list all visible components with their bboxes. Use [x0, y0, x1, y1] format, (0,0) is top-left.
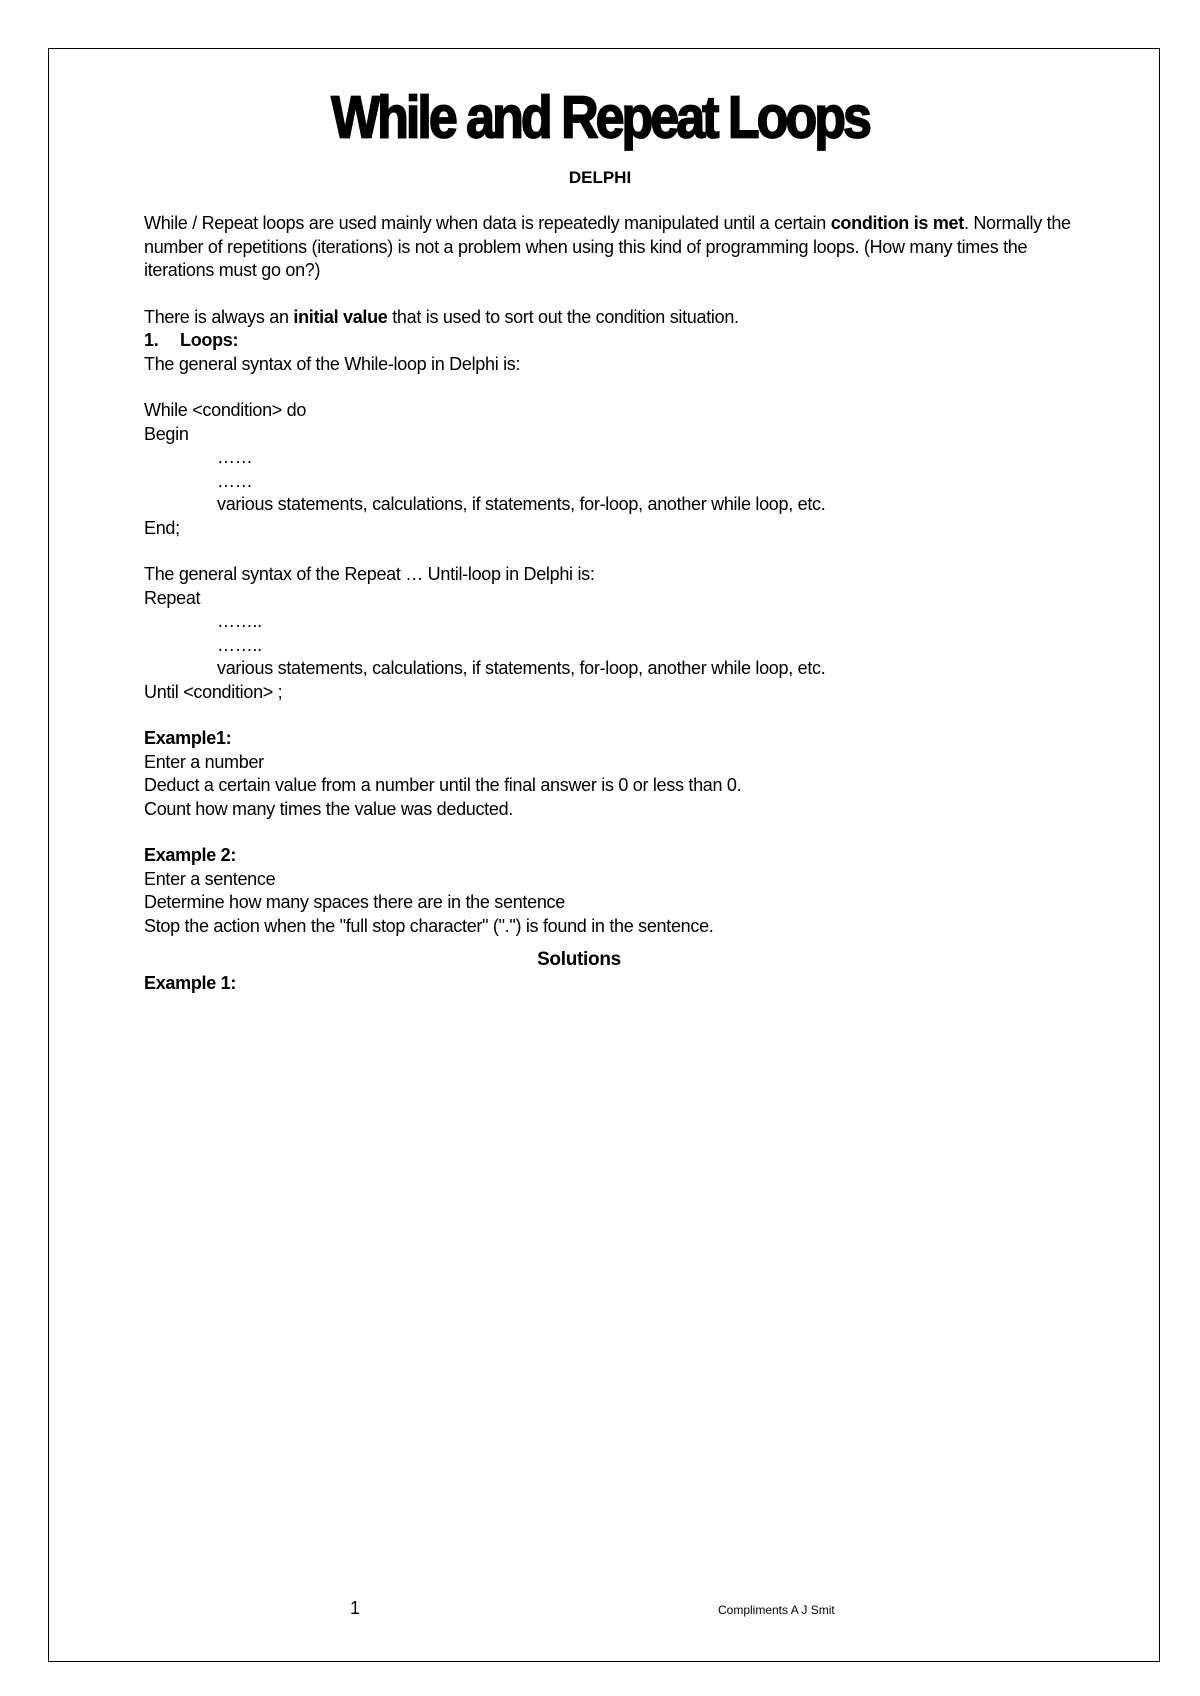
intro-paragraph: While / Repeat loops are used mainly when data is repeatedly manipulated until a certain condition is met. Normally the number of repetitions (iterations) is not a problem when using this kind of programming loops. (How many times the iterations must go on?) [144, 213, 1071, 280]
while-begin-line: Begin [144, 423, 189, 444]
page-subtitle: DELPHI [568, 168, 632, 187]
repeat-line: Repeat [144, 587, 201, 608]
while-syntax-intro: The general syntax of the While-loop in Delphi is: [144, 353, 521, 374]
solutions-example1-heading: Example 1: [144, 972, 237, 993]
example2-heading: Example 2: [144, 845, 237, 865]
while-statements-line: various statements, calculations, if statements, for-loop, another while loop, etc. [217, 494, 826, 514]
example1-line: Deduct a certain value from a number until the final answer is 0 or less than 0. [144, 775, 742, 795]
repeat-syntax-intro: The general syntax of the Repeat … Until-loop in Delphi is: [144, 564, 595, 584]
initial-value-paragraph: There is always an initial value that is used to sort out the condition situation. [144, 306, 739, 327]
example2-line: Determine how many spaces there are in the sentence [144, 892, 565, 912]
while-syntax-line: While <condition> do [144, 400, 307, 420]
loops-heading: 1. Loops: [144, 330, 239, 350]
footer-credit: Compliments A J Smit [718, 1603, 835, 1617]
example2-line: Stop the action when the "full stop character" (".") is found in the sentence. [144, 915, 714, 936]
repeat-statements-line: various statements, calculations, if statements, for-loop, another while loop, etc. [217, 658, 826, 678]
while-end-line: End; [144, 517, 180, 538]
repeat-dots-line: …….. [217, 634, 262, 655]
until-line: Until <condition> ; [144, 681, 283, 702]
page-number: 1 [350, 1598, 361, 1618]
while-dots-line: …… [217, 447, 253, 467]
example1-heading: Example1: [144, 728, 232, 748]
while-dots-line: …… [217, 470, 253, 491]
example1-line: Enter a number [144, 751, 264, 772]
page-title: While and Repeat Loops [331, 84, 869, 152]
example2-line: Enter a sentence [144, 868, 276, 889]
example1-line: Count how many times the value was deducted. [144, 798, 514, 819]
repeat-dots-line: …….. [217, 611, 262, 631]
document-body [144, 212, 1074, 995]
solutions-title: Solutions [537, 949, 621, 970]
